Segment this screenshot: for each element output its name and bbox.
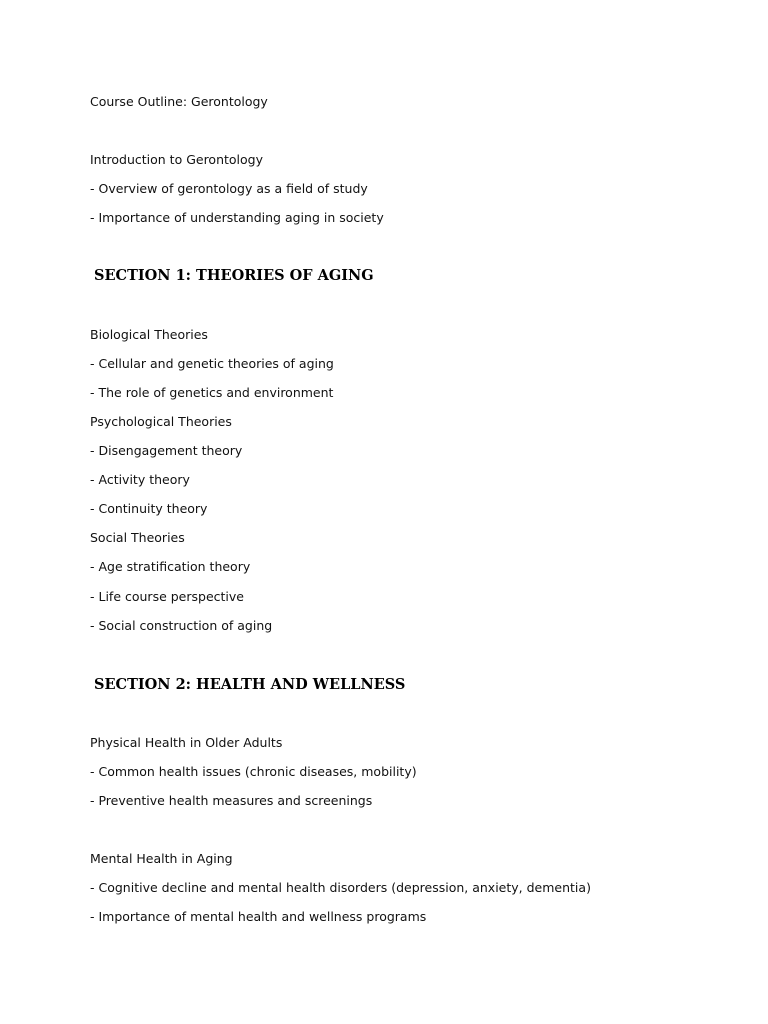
list-item: - Cognitive decline and mental health disorders (depression, anxiety, dementia) [90, 880, 591, 895]
list-item: - Cellular and genetic theories of aging [90, 356, 334, 371]
list-item: - Preventive health measures and screenings [90, 793, 373, 808]
list-item: - Importance of understanding aging in society [90, 210, 384, 225]
list-item: - Life course perspective [90, 589, 244, 604]
subsection-heading-psychological: Psychological Theories [90, 414, 232, 429]
list-item: - Social construction of aging [90, 618, 273, 633]
subsection-heading-mental: Mental Health in Aging [90, 851, 233, 866]
list-item: - Age stratification theory [90, 559, 251, 574]
subsection-heading-social: Social Theories [90, 530, 185, 545]
document-title: Course Outline: Gerontology [90, 94, 268, 109]
list-item: - Continuity theory [90, 501, 208, 516]
list-item: - Common health issues (chronic diseases, mobility) [90, 764, 417, 779]
section-1-heading: SECTION 1: THEORIES OF AGING [94, 267, 374, 284]
intro-heading: Introduction to Gerontology [90, 152, 264, 167]
subsection-heading-biological: Biological Theories [90, 327, 208, 342]
list-item: - Overview of gerontology as a field of study [90, 181, 368, 196]
list-item: - Importance of mental health and wellness programs [90, 909, 427, 924]
list-item: - The role of genetics and environment [90, 385, 334, 400]
section-2-heading: SECTION 2: HEALTH AND WELLNESS [94, 676, 406, 693]
list-item: - Activity theory [90, 472, 190, 487]
list-item: - Disengagement theory [90, 443, 243, 458]
subsection-heading-physical: Physical Health in Older Adults [90, 735, 283, 750]
